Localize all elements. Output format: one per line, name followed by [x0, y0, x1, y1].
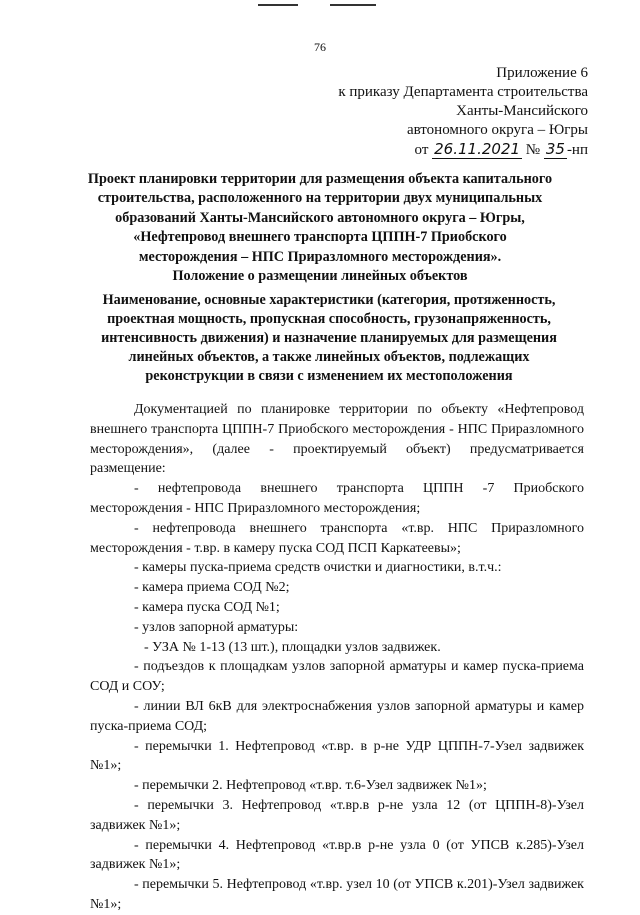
page-number: 76 — [314, 40, 326, 54]
document-title — [70, 170, 570, 286]
list-item: - перемычки 3. Нефтепровод «т.вр.в р-не узла 12 (от ЦППН-8)-Узел задвижек №1»; — [90, 797, 584, 833]
list-item: - узлов запорной арматуры: — [134, 619, 299, 635]
list-item: - камера пуска СОД №1; — [134, 599, 280, 615]
appendix-header — [338, 64, 588, 160]
list-item: - подъездов к площадкам узлов запорной арматуры и камер пуска-приема СОД и СОУ; — [90, 659, 584, 695]
intro-paragraph: Документацией по планировке территории по объекту «Нефтепровод внешнего транспорта ЦППН-7 Приобского месторождения - НПС Приразломного месторождения», (далее - проектируемый объект) предусматривается размещение: — [90, 402, 584, 477]
list-item: - перемычки 5. Нефтепровод «т.вр. узел 10 (от УПСВ к.201)-Узел задвижек №1»; — [90, 877, 584, 912]
title-line: Проект планировки территории для размещения объекта капитального — [87, 171, 553, 187]
heading-line: реконструкции в связи с изменением их местоположения — [145, 368, 513, 384]
heading-line: линейных объектов, а также линейных объектов, подлежащих — [128, 349, 530, 365]
list-item: - нефтепровода внешнего транспорта ЦППН -7 Приобского месторождения - НПС Приразломного месторождения; — [90, 481, 584, 516]
number-suffix: -нп — [566, 142, 588, 158]
list-item: - перемычки 2. Нефтепровод «т.вр. т.6-Узел задвижек №1»; — [134, 778, 487, 794]
list-item: - перемычки 1. Нефтепровод «т.вр. в р-не УДР ЦППН-7-Узел задвижек №1»; — [90, 738, 584, 774]
section-heading — [84, 291, 574, 386]
title-line: Положение о размещении линейных объектов — [172, 268, 468, 285]
list-item: - камера приема СОД №2; — [134, 580, 290, 596]
title-line: месторождения – НПС Приразломного месторождения». — [138, 248, 502, 265]
date-value: 26.11.2021 — [434, 140, 521, 158]
appendix-date-line — [338, 140, 588, 160]
body-text — [90, 400, 584, 915]
list-subitem: - УЗА № 1-13 (13 шт.), площадки узлов задвижек. — [144, 639, 441, 655]
title-line: образований Ханты-Мансийского автономного округа – Югры, — [115, 209, 525, 226]
appendix-line: Ханты-Мансийского — [456, 103, 588, 119]
appendix-line: автономного округа – Югры — [406, 122, 588, 138]
appendix-line: Приложение 6 — [496, 65, 588, 81]
number-value: 35 — [545, 140, 565, 158]
scan-artifact — [330, 4, 376, 6]
heading-line: проектная мощность, пропускная способность, грузонапряженность, — [107, 311, 551, 327]
number-prefix: № — [525, 142, 541, 158]
scan-artifact — [258, 4, 298, 6]
heading-line: интенсивность движения) и назначение планируемых для размещения — [101, 330, 557, 346]
title-line: строительства, расположенного на территории двух муниципальных — [97, 190, 543, 207]
list-item: - линии ВЛ 6кВ для электроснабжения узлов запорной арматуры и камер пуска-приема СОД; — [90, 698, 584, 734]
title-line: «Нефтепровод внешнего транспорта ЦППН-7 Приобского — [133, 229, 507, 246]
list-item: - камеры пуска-приема средств очистки и диагностики, в.т.ч.: — [134, 560, 502, 576]
heading-line: Наименование, основные характеристики (категория, протяженность, — [102, 292, 556, 308]
list-item: - перемычки 4. Нефтепровод «т.вр.в р-не узла 0 (от УПСВ к.285)-Узел задвижек №1»; — [90, 837, 584, 873]
list-item: - нефтепровода внешнего транспорта «т.вр. НПС Приразломного месторождения - т.вр. в камеру пуска СОД ПСП Каркатеевы»; — [90, 520, 584, 556]
date-prefix: от — [414, 142, 429, 158]
appendix-line: к приказу Департамента строительства — [338, 84, 588, 100]
